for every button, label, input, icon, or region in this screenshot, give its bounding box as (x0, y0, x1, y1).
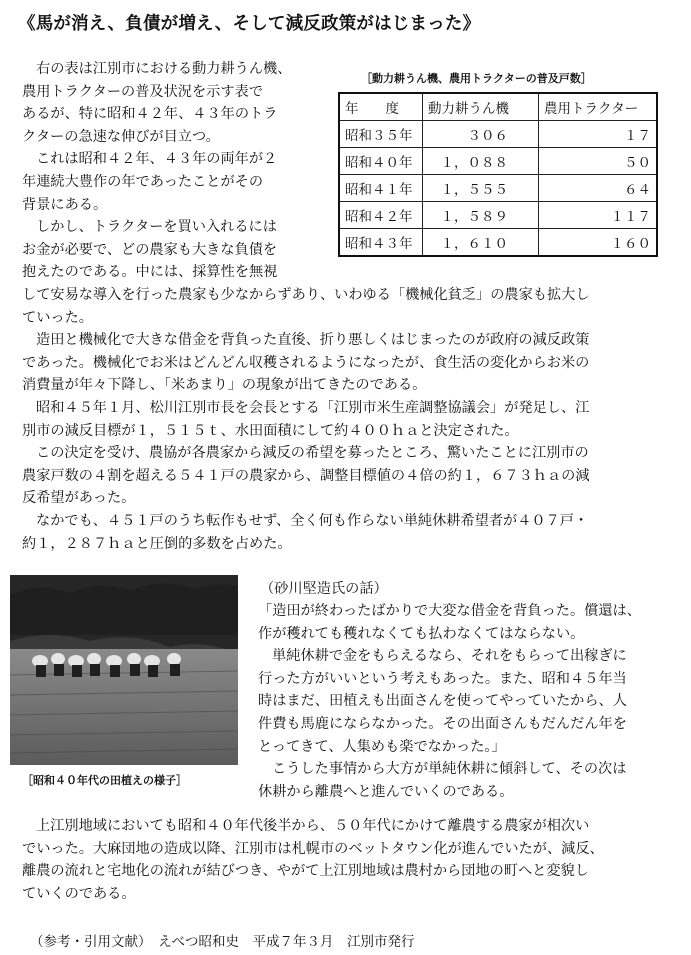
quote-speaker: （砂川堅造氏の話） (260, 581, 388, 597)
table-cell-year: 昭和４０年 (339, 148, 423, 175)
table-cell-tractor: １１７ (538, 202, 657, 229)
text-line: であった。機械化でお米はどんどん収穫されるようになったが、食生活の変化からお米の (22, 354, 590, 371)
table-row (339, 229, 657, 257)
text-line: 単純休耕で金をもらえるなら、それをもらって出稼ぎに (272, 648, 627, 665)
table-cell-tiller: １，５５５ (423, 175, 539, 202)
table-cell-year: 昭和４３年 (339, 229, 423, 257)
text-line: 造田と機械化で大きな借金を背負った直後、折り悪しくはじまったのが政府の減反政策 (36, 332, 590, 349)
text-line: 消費量が年々下降し、「米あまり」の現象が出てきたのである。 (22, 377, 427, 394)
intro-paragraph (22, 58, 291, 284)
text-line: でいった。大麻団地の造成以降、江別市は札幌市のベットタウン化が進んでいたが、減反、 (22, 840, 604, 857)
text-line: こうした事情から大方が単純休耕に傾斜して、その次は (272, 761, 627, 778)
table-cell-tiller: ３０６ (423, 121, 539, 148)
table-cell-tiller: １，６１０ (423, 229, 539, 257)
table-header-row (339, 93, 657, 121)
text-line: 昭和４５年１月、松川江別市長を会長とする「江別市米生産調整協議会」が発足し、江 (36, 399, 590, 416)
quote-paragraph (258, 600, 641, 803)
text-line: この決定を受け、農協が各農家から減反の希望を募ったところ、驚いたことに江別市の (36, 445, 589, 462)
text-line: なかでも、４５１戸のうち転作もせず、全く何も作らない単純休耕希望者が４０７戸・ (36, 512, 589, 529)
table-cell-year: 昭和４２年 (339, 202, 423, 229)
text-line: 反希望があった。 (22, 490, 136, 507)
text-line: 件費も馬鹿にならなかった。その出面さんもだんだん年を (258, 715, 627, 732)
text-line: クターの急速な伸びが目立つ。 (22, 128, 220, 145)
text-line: 行った方がいいという考えもあった。また、昭和４５年当 (258, 670, 627, 687)
text-line: 右の表は江別市における動力耕うん機、 (36, 61, 292, 77)
table-caption: ［動力耕うん機、農用トラクターの普及戸数］ (361, 72, 592, 85)
page-title: 《馬が消え、負債が増え、そして減反政策がはじまった》 (18, 14, 481, 34)
text-line: ていくのである。 (22, 885, 136, 902)
table-cell-year: 昭和４１年 (339, 175, 423, 202)
column-header-tractor: 農用トラクター (538, 93, 657, 121)
tractor-adoption-table (338, 92, 658, 257)
text-line: 約１，２８７ｈａと圧倒的多数を占めた。 (22, 535, 292, 552)
table-cell-tiller: １，０８８ (423, 148, 539, 175)
table-row (339, 202, 657, 229)
text-line: これは昭和４２年、４３年の両年が２ (36, 151, 278, 168)
text-line: 別市の減反目標が１，５１５ｔ、水田面積にして約４００ｈａと決定された。 (22, 422, 519, 439)
closing-paragraph (22, 815, 604, 905)
column-header-tiller: 動力耕うん機 (423, 93, 539, 121)
table-row (339, 121, 657, 148)
text-line: 農用トラクターの普及状況を示す表で (22, 83, 263, 100)
table-cell-year: 昭和３５年 (339, 121, 423, 148)
text-line: 背景にある。 (22, 196, 108, 213)
table-row (339, 148, 657, 175)
reference-footer: （参考・引用文献） えべつ昭和史 平成７年３月 江別市発行 (30, 934, 415, 950)
photo-caption: ［昭和４０年代の田植えの様子］ (22, 774, 187, 787)
text-line: 年連続大豊作の年であったことがその (22, 173, 264, 190)
text-line: 作が穫れても穫れなくても払わなくてはならない。 (258, 625, 585, 642)
body-paragraph (22, 284, 590, 555)
text-line: 上江別地域においても昭和４０年代後半から、５０年代にかけて離農する農家が相次い (36, 818, 590, 834)
text-line: 抱えたのである。中には、採算性を無視 (22, 264, 278, 281)
text-line: しかし、トラクターを買い入れるには (36, 219, 277, 236)
text-line: 離農の流れと宅地化の流れが結びつき、やがて上江別地域は農村から団地の町へと変貌し (22, 863, 589, 880)
text-line: お金が必要で、どの農家も大きな負債を (22, 241, 278, 258)
text-line: ていった。 (22, 309, 93, 326)
rice-planting-photo (10, 575, 238, 765)
table-cell-tiller: １，５８９ (423, 202, 539, 229)
table-row (339, 175, 657, 202)
text-line: 「造田が終わったばかりで大変な借金を背負った。償還は、 (258, 603, 641, 619)
table-cell-tractor: ５０ (538, 148, 657, 175)
text-line: 時はまだ、田植えも出面さんを使ってやっていたから、人 (258, 693, 627, 710)
text-line: して安易な導入を行った農家も少なからずあり、いわゆる「機械化貧乏」の農家も拡大し (22, 287, 590, 303)
text-line: とってきて、人集めも楽でなかった。」 (258, 738, 506, 755)
table-cell-tractor: １６０ (538, 229, 657, 257)
text-line: 農家戸数の４割を超える５４１戸の農家から、調整目標値の４倍の約１，６７３ｈａの減 (22, 467, 590, 484)
text-line: あるが、特に昭和４２年、４３年のトラ (22, 106, 278, 123)
table-cell-tractor: １７ (538, 121, 657, 148)
table-cell-tractor: ６４ (538, 175, 657, 202)
column-header-year: 年 度 (339, 93, 423, 121)
text-line: 休耕から離農へと進んでいくのである。 (258, 783, 514, 800)
